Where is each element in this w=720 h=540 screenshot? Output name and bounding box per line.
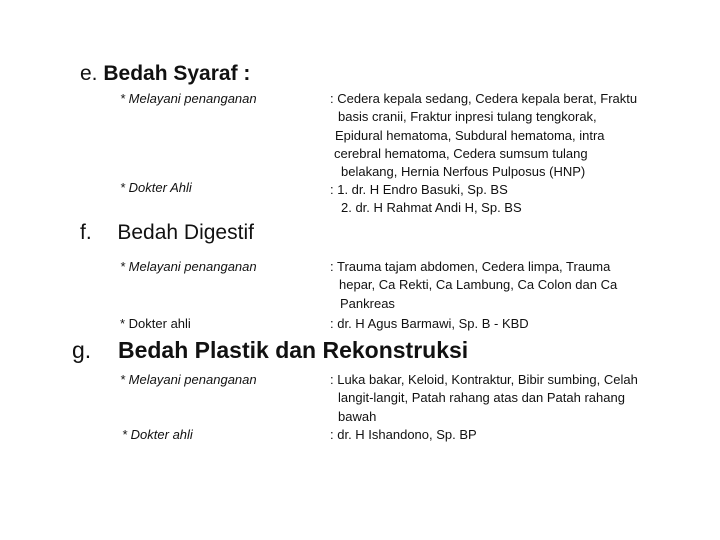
doctor-line: 2. dr. H Rahmat Andi H, Sp. BS [341,200,522,216]
section-g-service-label: * Melayani penanganan [120,372,257,387]
section-f-doctor-list [330,315,529,333]
service-line: : Luka bakar, Keloid, Kontraktur, Bibir sumbing, Celah [330,372,638,387]
service-line: basis cranii, Fraktur inpresi tulang tengkorak, [338,109,597,125]
doctor-line: : dr. H Agus Barmawi, Sp. B - KBD [330,316,529,331]
section-e-service-label: * Melayani penanganan [120,91,257,106]
section-f-letter: f. [80,221,92,244]
section-g-heading [72,337,468,364]
service-line: Pankreas [340,295,395,311]
section-e-letter: e. [80,62,98,85]
section-f-title: Bedah Digestif [117,221,254,244]
section-g-doctor-list [330,426,477,444]
service-line: hepar, Ca Rekti, Ca Lambung, Ca Colon dan Ca [339,277,618,293]
section-g-title: Bedah Plastik dan Rekonstruksi [117,337,469,363]
service-line: Epidural hematoma, Subdural hematoma, intra [335,127,605,143]
section-e-heading [80,62,250,86]
service-line: : Cedera kepala sedang, Cedera kepala berat, Fraktu [330,91,638,106]
section-f-doctor-label: * Dokter ahli [120,316,191,331]
section-e-title: Bedah Syaraf : [103,62,251,85]
doctor-line: : 1. dr. H Endro Basuki, Sp. BS [330,182,508,197]
service-line: langit-langit, Patah rahang atas dan Patah rahang [338,390,625,406]
section-g-service-list [330,371,638,426]
section-e-doctor-label: * Dokter Ahli [120,180,192,195]
service-line: belakang, Hernia Nerfous Pulposus (HNP) [341,164,586,180]
service-line: : Trauma tajam abdomen, Cedera limpa, Trauma [330,259,611,274]
section-e-doctor-list [330,181,522,218]
section-g-doctor-label: * Dokter ahli [122,427,193,442]
section-f-service-list [330,258,617,313]
section-g-letter: g. [72,337,92,363]
section-e-service-list [330,90,637,181]
service-line: bawah [338,408,377,424]
service-line: cerebral hematoma, Cedera sumsum tulang [334,145,588,161]
doctor-line: : dr. H Ishandono, Sp. BP [330,427,477,442]
section-f-heading [80,221,254,245]
section-f-service-label: * Melayani penanganan [120,259,257,274]
